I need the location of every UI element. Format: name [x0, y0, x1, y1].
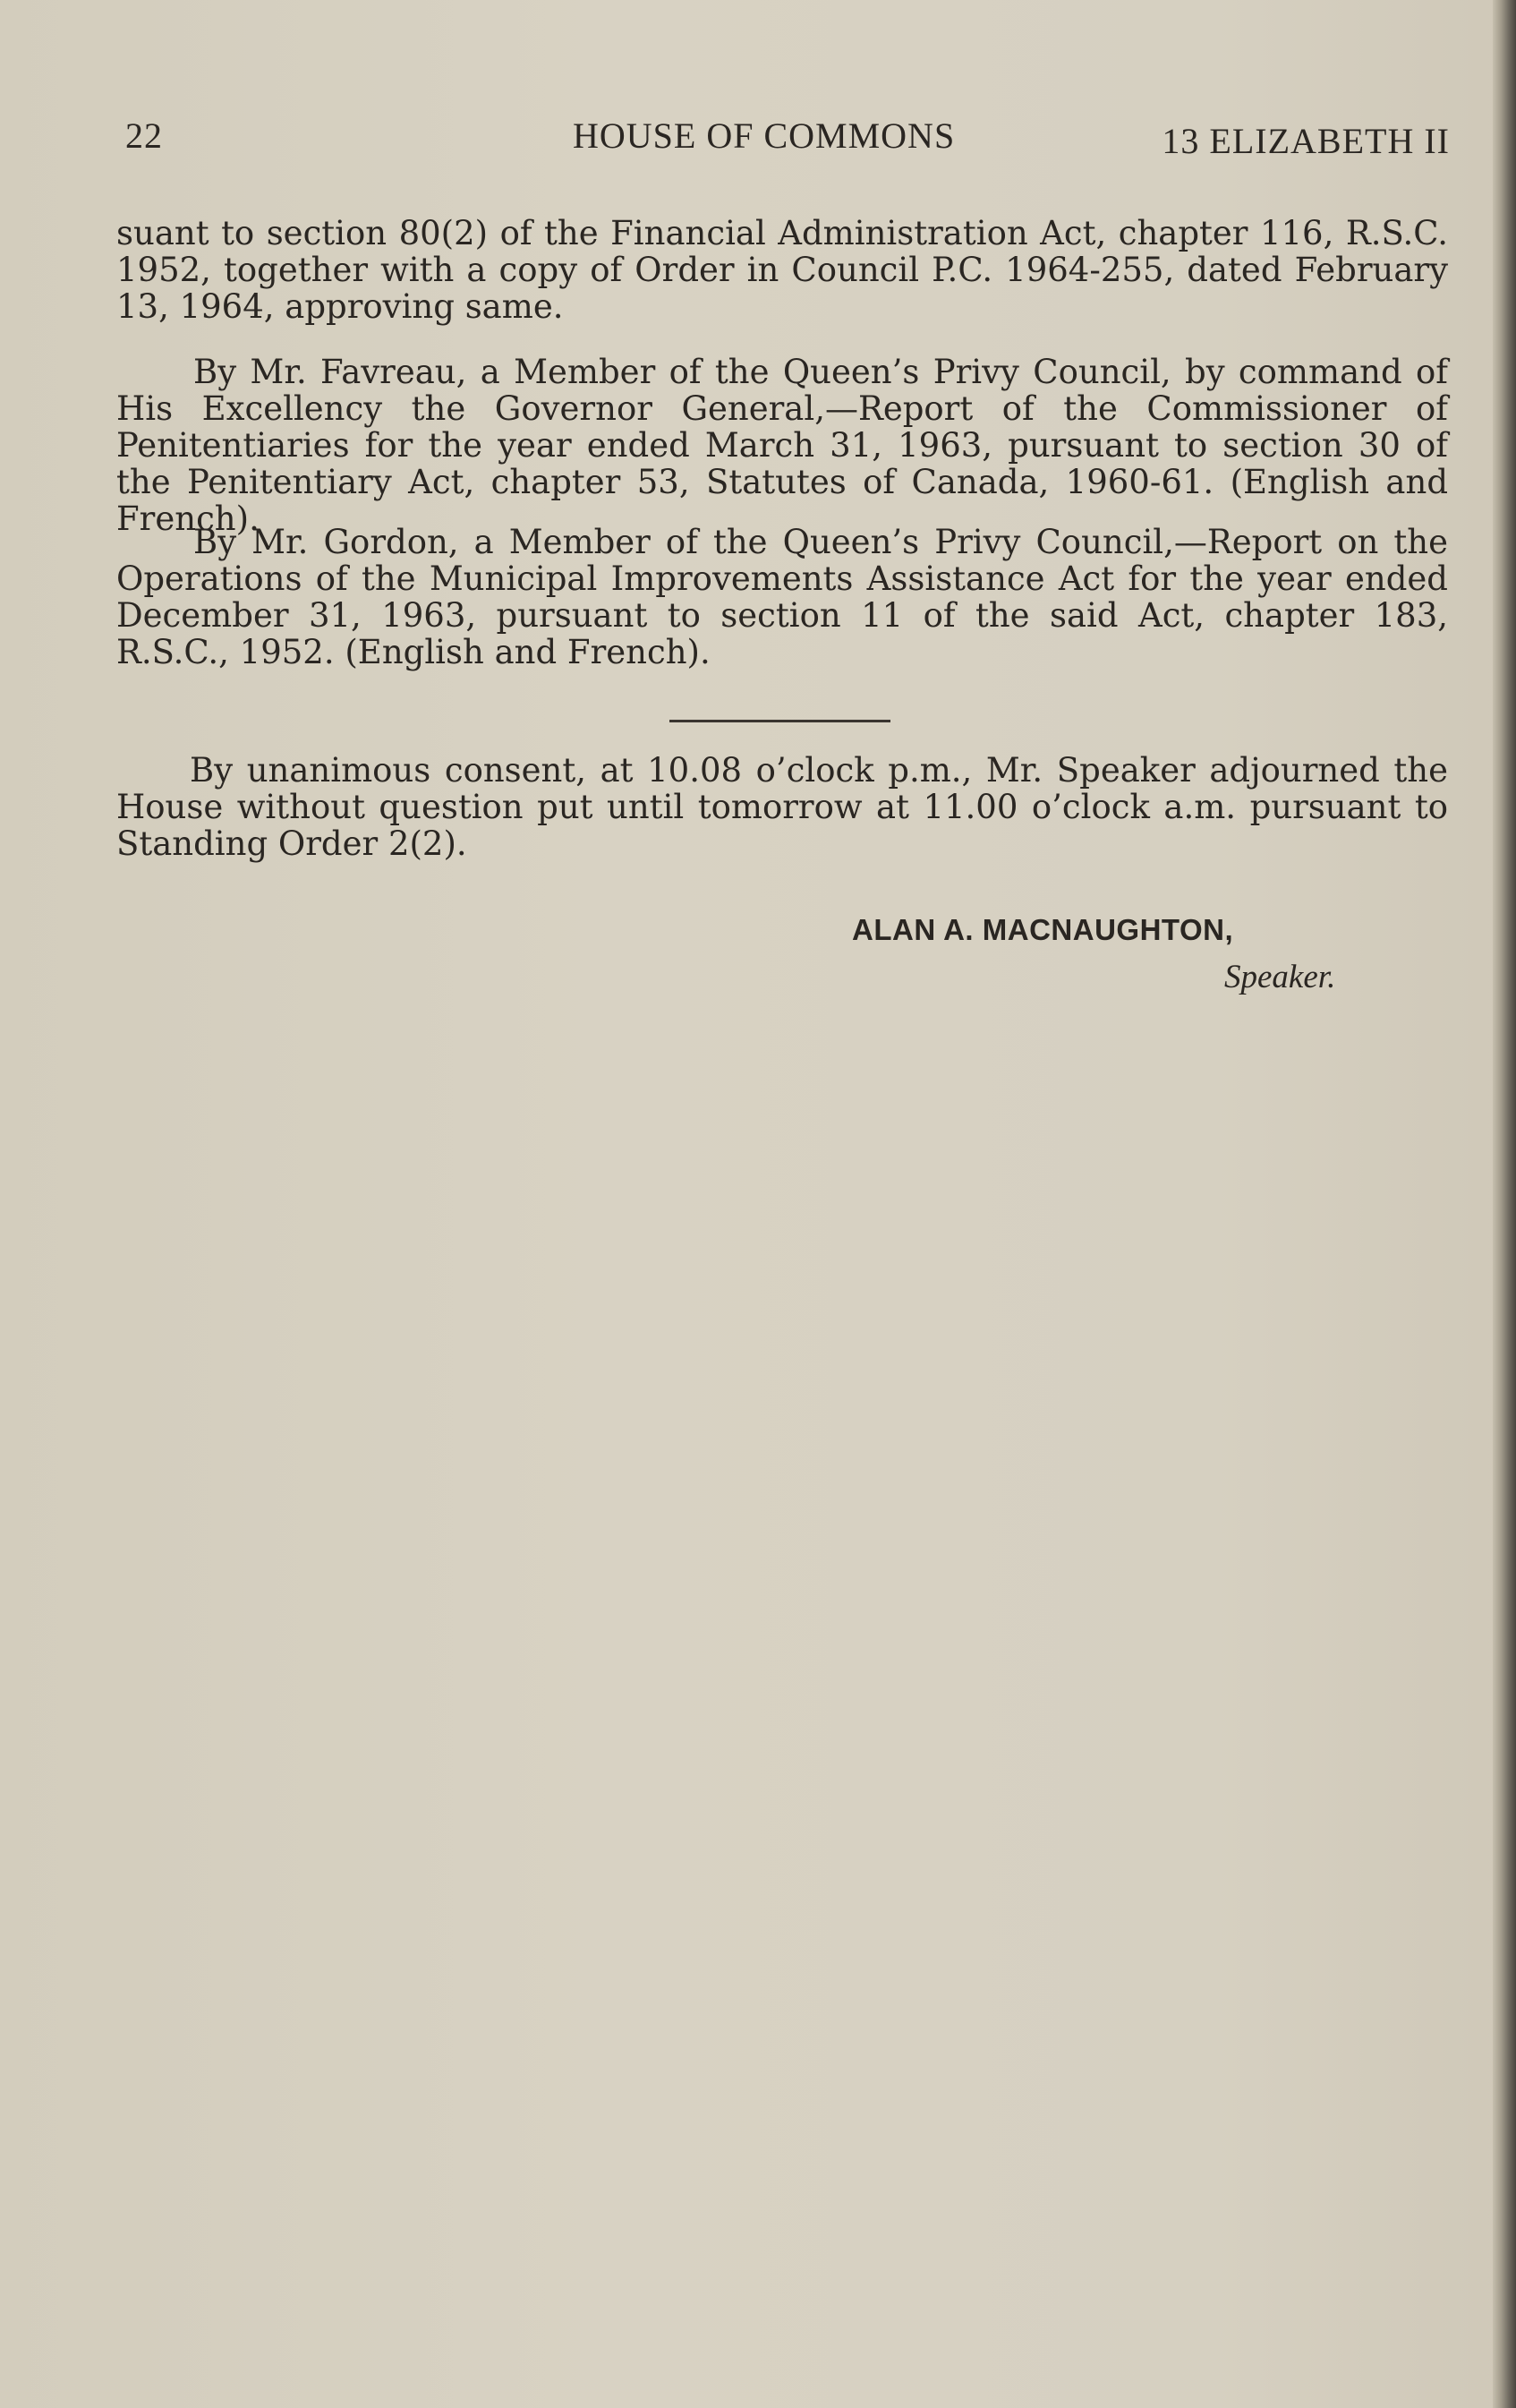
- speaker-name: ALAN A. MACNAUGHTON,: [852, 913, 1234, 946]
- running-head: [125, 115, 1450, 168]
- speaker-title: Speaker.: [1224, 959, 1336, 995]
- running-title: HOUSE OF COMMONS: [573, 115, 956, 156]
- page-edge: [1493, 0, 1516, 2408]
- regnal-year: 13 ELIZABETH II: [1162, 121, 1450, 161]
- paragraph-favreau-report: By Mr. Favreau, a Member of the Queen’s Privy Council, by command of His Excellency the Governor General,—Report of the Commissioner of Penitentiaries for the year ended March 31, 1963, pursuant to section 30 of the Penitentiary Act, chapter 53, Statutes of Canada, 1960-61. (English and French).: [116, 353, 1448, 538]
- paragraph-adjournment: By unanimous consent, at 10.08 o’clock p.m., Mr. Speaker adjourned the House without question put until tomorrow at 11.00 o’clock a.m. pursuant to Standing Order 2(2).: [116, 751, 1448, 863]
- section-divider: [669, 720, 890, 722]
- paragraph-continuation: suant to section 80(2) of the Financial Administration Act, chapter 116, R.S.C. 1952, together with a copy of Order in Council P.C. 1964-255, dated February 13, 1964, approving same.: [116, 214, 1448, 326]
- page-number: 22: [125, 115, 163, 156]
- paragraph-gordon-report: By Mr. Gordon, a Member of the Queen’s Privy Council,—Report on the Operations of the Municipal Improvements Assistance Act for the year ended December 31, 1963, pursuant to section 11 of the said Act, chapter 183, R.S.C., 1952. (English and French).: [116, 523, 1448, 671]
